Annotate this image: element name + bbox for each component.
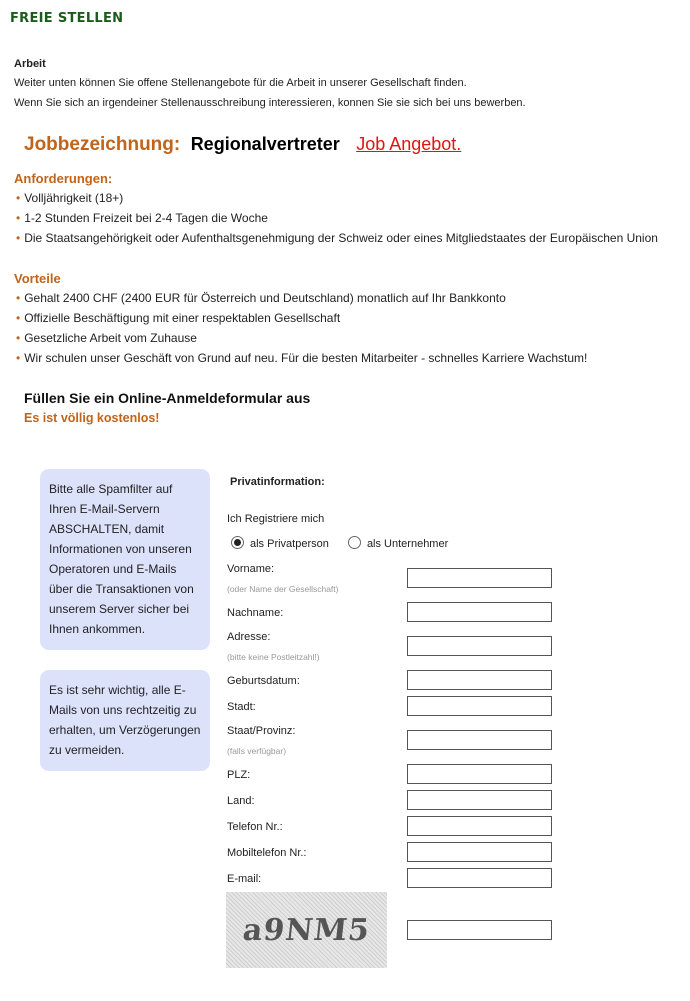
list-item: • Volljährigkeit (18+): [16, 191, 124, 205]
vorname-hint: (oder Name der Gesellschaft): [227, 584, 339, 594]
captcha-input[interactable]: [407, 920, 552, 940]
bullet-icon: •: [16, 331, 21, 345]
job-title-row: [24, 134, 461, 156]
spam-notice: Bitte alle Spamfilter auf Ihren E-Mail-Servern ABSCHALTEN, damit Informationen von unseren Operatoren und E-Mails über die Transaktionen von unserem Server sicher bei Ihnen ankommen.: [40, 469, 210, 650]
radio-company[interactable]: als Unternehmer: [348, 538, 448, 550]
requirements-title: Anforderungen:: [14, 171, 113, 186]
adresse-label: Adresse:: [227, 631, 271, 643]
job-label: Jobbezeichnung:: [24, 134, 181, 155]
list-item: • 1-2 Stunden Freizeit bei 2-4 Tagen die Woche: [16, 211, 268, 225]
land-input[interactable]: [407, 790, 552, 810]
bullet-icon: •: [16, 231, 21, 245]
captcha-image: [226, 892, 387, 968]
email-input[interactable]: [407, 868, 552, 888]
stadt-input[interactable]: [407, 696, 552, 716]
plz-label: PLZ:: [227, 769, 251, 781]
adresse-hint: (bitte keine Postleitzahl!): [227, 652, 320, 662]
land-label: Land:: [227, 795, 255, 807]
list-item: • Gehalt 2400 CHF (2400 EUR für Österreich und Deutschland) monatlich auf Ihr Bankkonto: [16, 291, 506, 305]
geburtsdatum-label: Geburtsdatum:: [227, 675, 300, 687]
bullet-icon: •: [16, 311, 21, 325]
list-item: • Wir schulen unser Geschäft von Grund auf neu. Für die besten Mitarbeiter - schnelles Karriere Wachstum!: [16, 351, 588, 365]
vorname-label: Vorname:: [227, 563, 275, 575]
register-type-radio-group: [231, 536, 464, 550]
intro-section: [14, 58, 526, 117]
bullet-icon: •: [16, 291, 21, 305]
telefon-input[interactable]: [407, 816, 552, 836]
intro-heading: Arbeit: [14, 58, 46, 70]
form-heading: Privatinformation:: [230, 476, 325, 488]
requirements-list: [16, 188, 658, 248]
list-item: • Die Staatsangehörigkeit oder Aufenthaltsgenehmigung der Schweiz oder eines Mitgliedstaates der Europäischen Union: [16, 231, 658, 245]
mobil-label: Mobiltelefon Nr.:: [227, 847, 307, 859]
adresse-input[interactable]: [407, 636, 552, 656]
captcha-text: a9NM5: [241, 912, 372, 948]
form-subtitle: Es ist völlig kostenlos!: [24, 411, 160, 425]
intro-line-2: Wenn Sie sich an irgendeiner Stellenausschreibung interessieren, konnen Sie sie sich bei uns bewerben.: [14, 97, 526, 109]
bullet-icon: •: [16, 211, 21, 225]
page-header: FREIE STELLEN: [10, 11, 124, 26]
telefon-label: Telefon Nr.:: [227, 821, 283, 833]
bullet-icon: •: [16, 351, 21, 365]
stadt-label: Stadt:: [227, 701, 256, 713]
list-item: • Gesetzliche Arbeit vom Zuhause: [16, 331, 197, 345]
job-title: Regionalvertreter: [190, 134, 340, 154]
benefits-list: [16, 288, 587, 368]
important-notice: Es ist sehr wichtig, alle E-Mails von uns rechtzeitig zu erhalten, um Verzögerungen zu vermeiden.: [40, 670, 210, 771]
staat-input[interactable]: [407, 730, 552, 750]
bullet-icon: •: [16, 191, 21, 205]
staat-label: Staat/Provinz:: [227, 725, 296, 737]
mobil-input[interactable]: [407, 842, 552, 862]
nachname-label: Nachname:: [227, 607, 284, 619]
radio-private-icon[interactable]: [231, 536, 244, 549]
register-as-label: Ich Registriere mich: [227, 513, 325, 525]
geburtsdatum-input[interactable]: [407, 670, 552, 690]
email-label: E-mail:: [227, 873, 262, 885]
staat-hint: (falls verfügbar): [227, 746, 287, 756]
benefits-title: Vorteile: [14, 271, 61, 286]
radio-private[interactable]: als Privatperson: [231, 538, 329, 550]
vorname-input[interactable]: [407, 568, 552, 588]
intro-line-1: Weiter unten können Sie offene Stellenangebote für die Arbeit in unserer Gesellschaft finden.: [14, 77, 467, 89]
nachname-input[interactable]: [407, 602, 552, 622]
form-title: Füllen Sie ein Online-Anmeldeformular aus: [24, 390, 311, 406]
plz-input[interactable]: [407, 764, 552, 784]
job-offer-link[interactable]: Job Angebot.: [356, 134, 462, 154]
list-item: • Offizielle Beschäftigung mit einer respektablen Gesellschaft: [16, 311, 341, 325]
radio-company-icon[interactable]: [348, 536, 361, 549]
